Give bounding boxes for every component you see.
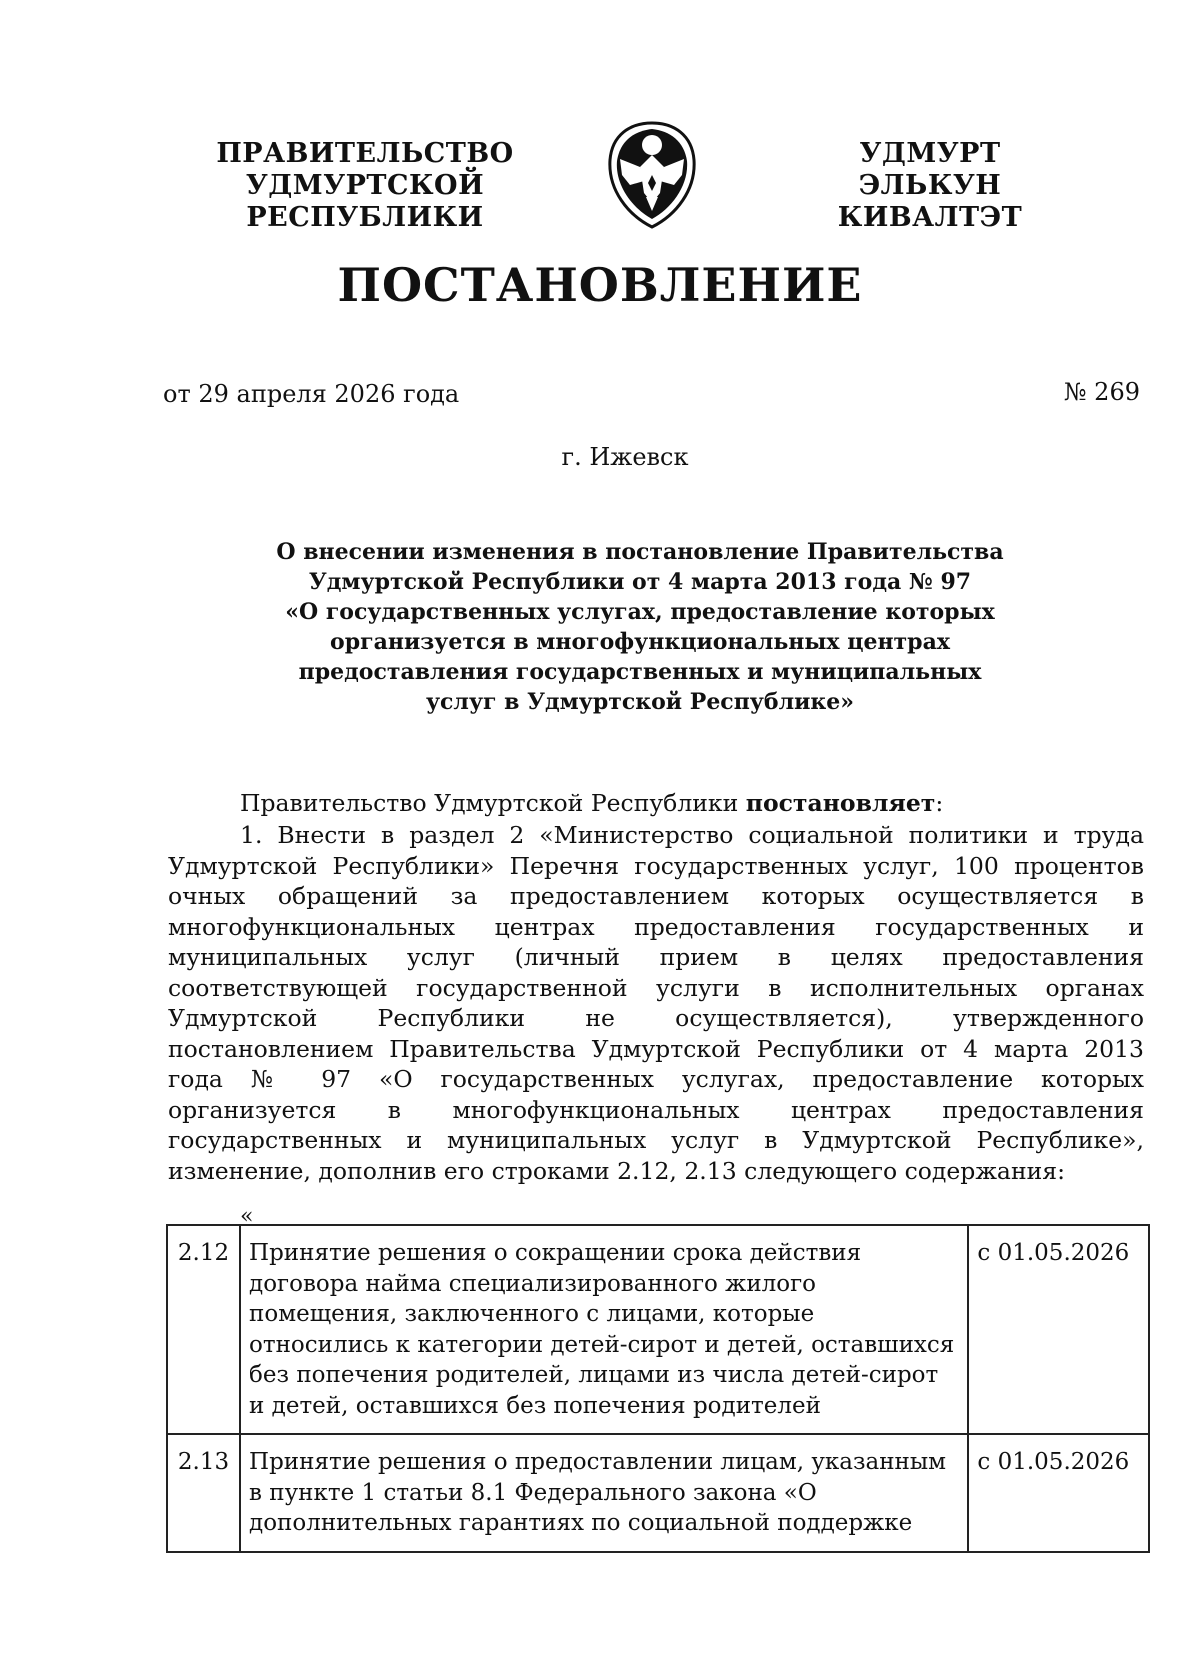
title-line: «О государственных услугах, предоставление которых xyxy=(285,599,995,625)
header-left-line1: ПРАВИТЕЛЬСТВО xyxy=(216,138,514,169)
document-title xyxy=(260,537,1020,717)
row-number: 2.12 xyxy=(167,1225,240,1434)
row-date: с 01.05.2026 xyxy=(968,1225,1149,1434)
table-row xyxy=(167,1434,1149,1552)
row-text: Принятие решения о сокращении срока действия договора найма специализированного жилого помещения, заключенного с лицами, которые относились к категории детей-сирот и детей, оставшихся без попечения родителей, лицами из числа детей-сирот и детей, оставшихся без попечения родителей xyxy=(240,1225,968,1434)
row-number: 2.13 xyxy=(167,1434,240,1552)
header-right xyxy=(790,138,1070,234)
main-paragraph: 1. Внести в раздел 2 «Министерство социальной политики и труда Удмуртской Республики» Перечня государственных услуг, 100 процентов очных обращений за предоставлением которых осуществляется в многофункциональных центрах предоставления государственных и муниципальных услуг (личный прием в целях предоставления соответствующей государственной услуги в исполнительных органах Удмуртской Республики не осуществляется), утвержденного постановлением Правительства Удмуртской Республики от 4 марта 2013 года № 97 «О государственных услугах, предоставление которых организуется в многофункциональных центрах предоставления государственных и муниципальных услуг в Удмуртской Республике», изменение, дополнив его строками 2.12, 2.13 следующего содержания: xyxy=(168,821,1144,1185)
document-number: № 269 xyxy=(1063,378,1140,406)
quote-open-mark: « xyxy=(240,1204,254,1229)
row-text: Принятие решения о предоставлении лицам, указанным в пункте 1 статьи 8.1 Федерального закона «О дополнительных гарантиях по социальной поддержке xyxy=(240,1434,968,1552)
intro-paragraph xyxy=(168,788,1144,819)
header-right-line2: КИВАЛТЭТ xyxy=(837,202,1023,233)
title-line: предоставления государственных и муниципальных xyxy=(298,659,982,685)
title-line: О внесении изменения в постановление Правительства xyxy=(276,539,1004,565)
title-line: Удмуртской Республики от 4 марта 2013 года № 97 xyxy=(308,569,972,595)
document-type: ПОСТАНОВЛЕНИЕ xyxy=(337,258,863,312)
intro-text: Правительство Удмуртской Республики xyxy=(240,789,746,817)
table-row xyxy=(167,1225,1149,1434)
intro-tail: : xyxy=(935,789,944,817)
intro-bold: постановляет xyxy=(745,789,936,817)
row-date: с 01.05.2026 xyxy=(968,1434,1149,1552)
udmurt-emblem-icon xyxy=(600,115,705,235)
document-date: от 29 апреля 2026 года xyxy=(163,380,460,408)
header-right-line1: УДМУРТ ЭЛЬКУН xyxy=(858,138,1002,201)
title-line: услуг в Удмуртской Республике» xyxy=(425,689,855,715)
title-line: организуется в многофункциональных центрах xyxy=(330,629,950,655)
document-city: г. Ижевск xyxy=(561,443,689,471)
inserted-rows-table xyxy=(166,1224,1150,1553)
header-left xyxy=(150,138,580,234)
header-left-line2: УДМУРТСКОЙ РЕСПУБЛИКИ xyxy=(245,170,485,233)
